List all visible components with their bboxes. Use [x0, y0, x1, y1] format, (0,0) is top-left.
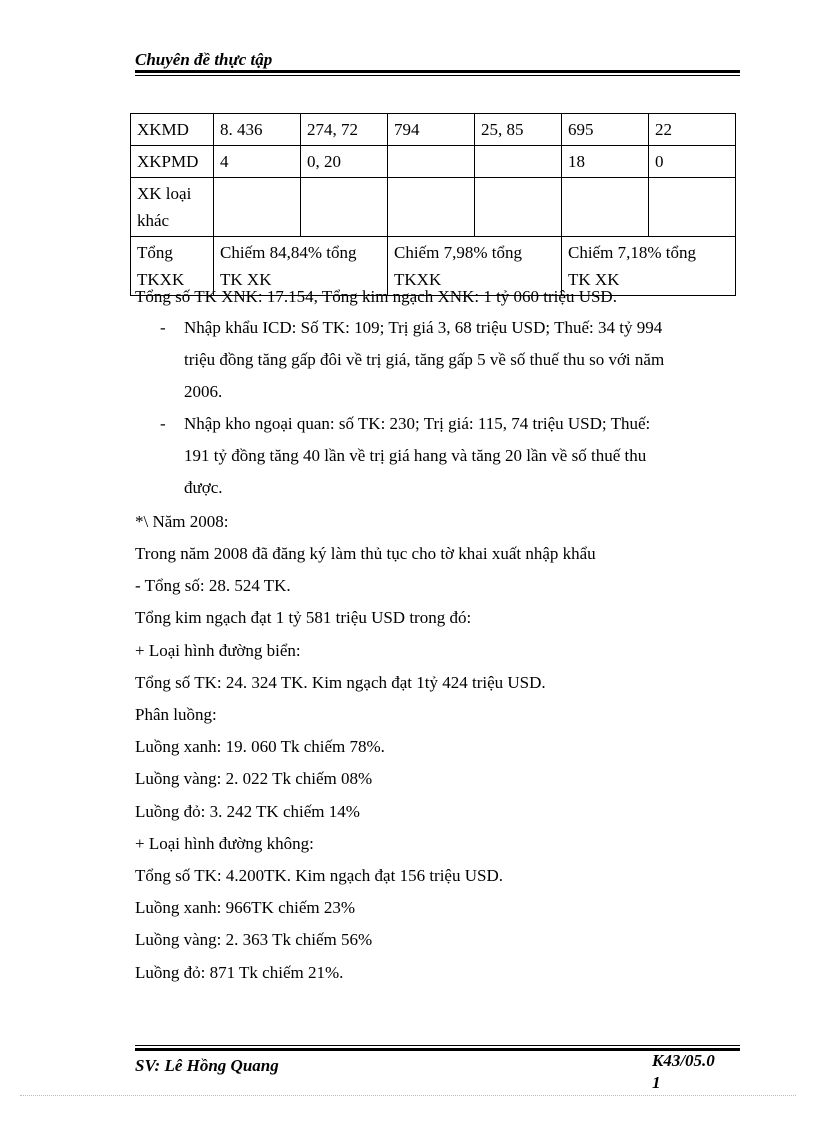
table-cell — [388, 146, 475, 178]
footer-class-code-line: K43/05.0 — [652, 1051, 715, 1070]
table-cell — [388, 178, 475, 237]
table-cell — [649, 178, 736, 237]
table-cell — [562, 178, 649, 237]
body-line: + Loại hình đường biển: — [135, 641, 301, 660]
body-line: *\ Năm 2008: — [135, 512, 229, 531]
bullet-line: được. — [184, 478, 223, 497]
table-cell: 0 — [649, 146, 736, 178]
share-line: Chiếm 84,84% tổng — [220, 243, 357, 262]
bullet-line: triệu đồng tăng gấp đôi về trị giá, tăng gấp 5 về số thuế thu so với năm — [184, 350, 665, 369]
body-line: Luồng xanh: 19. 060 Tk chiếm 78%. — [135, 737, 385, 756]
row-label: XKPMD — [131, 146, 214, 178]
share-line: TK XK — [568, 270, 620, 289]
page-bottom-dotted-rule — [20, 1095, 796, 1096]
table-cell — [301, 178, 388, 237]
export-stats-table — [130, 113, 736, 296]
bullet-line: Nhập kho ngoại quan: số TK: 230; Trị giá: 115, 74 triệu USD; Thuế: — [184, 414, 651, 433]
body-line: Phân luồng: — [135, 705, 217, 724]
table-cell — [475, 146, 562, 178]
share-line: Chiếm 7,18% tổng — [568, 243, 696, 262]
table-cell: 0, 20 — [301, 146, 388, 178]
body-line: Luồng vàng: 2. 022 Tk chiếm 08% — [135, 769, 373, 788]
table-row — [131, 114, 736, 146]
share-line: TKXK — [394, 270, 442, 289]
table-cell: 22 — [649, 114, 736, 146]
footer-author: SV: Lê Hồng Quang — [135, 1056, 279, 1075]
body-line: Luồng xanh: 966TK chiếm 23% — [135, 898, 356, 917]
footer-rule — [135, 1048, 740, 1051]
footer-class-code — [652, 1050, 715, 1094]
table-row — [131, 146, 736, 178]
table-cell — [214, 178, 301, 237]
header-rule-thin — [135, 75, 740, 76]
body-line: + Loại hình đường không: — [135, 834, 314, 853]
body-line: Trong năm 2008 đã đăng ký làm thủ tục cho tờ khai xuất nhập khẩu — [135, 544, 596, 563]
body-line: - Tổng số: 28. 524 TK. — [135, 576, 291, 595]
table-cell: 8. 436 — [214, 114, 301, 146]
body-line: Luồng vàng: 2. 363 Tk chiếm 56% — [135, 930, 373, 949]
bullet-line: Nhập khẩu ICD: Số TK: 109; Trị giá 3, 68 triệu USD; Thuế: 34 tỷ 994 — [184, 318, 663, 337]
bullet-line: 2006. — [184, 382, 223, 401]
header-rule — [135, 70, 740, 73]
row-label-line: khác — [137, 211, 170, 230]
row-label: XKMD — [131, 114, 214, 146]
bullet-marker: - — [160, 318, 166, 337]
row-label-line: Tổng — [137, 243, 173, 262]
table-cell: 695 — [562, 114, 649, 146]
table-cell: 25, 85 — [475, 114, 562, 146]
page-header-title: Chuyên đề thực tập — [135, 50, 273, 69]
bullet-line: 191 tỷ đồng tăng 40 lần về trị giá hang và tăng 20 lần về số thuế thu — [184, 446, 647, 465]
table-cell: 4 — [214, 146, 301, 178]
summary-line: Tổng số TK XNK: 17.154, Tổng kim ngạch XNK: 1 tỷ 060 triệu USD. — [135, 287, 617, 306]
table-cell: 794 — [388, 114, 475, 146]
body-line: Luồng đỏ: 871 Tk chiếm 21%. — [135, 963, 344, 982]
share-line: TK XK — [220, 270, 272, 289]
table-row — [131, 178, 736, 237]
footer-class-code-line: 1 — [652, 1073, 661, 1092]
row-label — [131, 178, 214, 237]
table-cell — [475, 178, 562, 237]
table-cell: 274, 72 — [301, 114, 388, 146]
row-label-line: XK loại — [137, 184, 192, 203]
bullet-marker: - — [160, 414, 166, 433]
table-cell: 18 — [562, 146, 649, 178]
body-line: Luồng đỏ: 3. 242 TK chiếm 14% — [135, 802, 360, 821]
body-line: Tổng kim ngạch đạt 1 tỷ 581 triệu USD trong đó: — [135, 608, 472, 627]
body-line: Tổng số TK: 4.200TK. Kim ngạch đạt 156 triệu USD. — [135, 866, 503, 885]
row-label-line: TKXK — [137, 270, 185, 289]
footer-rule-thin — [135, 1045, 740, 1046]
share-line: Chiếm 7,98% tổng — [394, 243, 522, 262]
body-line: Tổng số TK: 24. 324 TK. Kim ngạch đạt 1tỷ 424 triệu USD. — [135, 673, 546, 692]
